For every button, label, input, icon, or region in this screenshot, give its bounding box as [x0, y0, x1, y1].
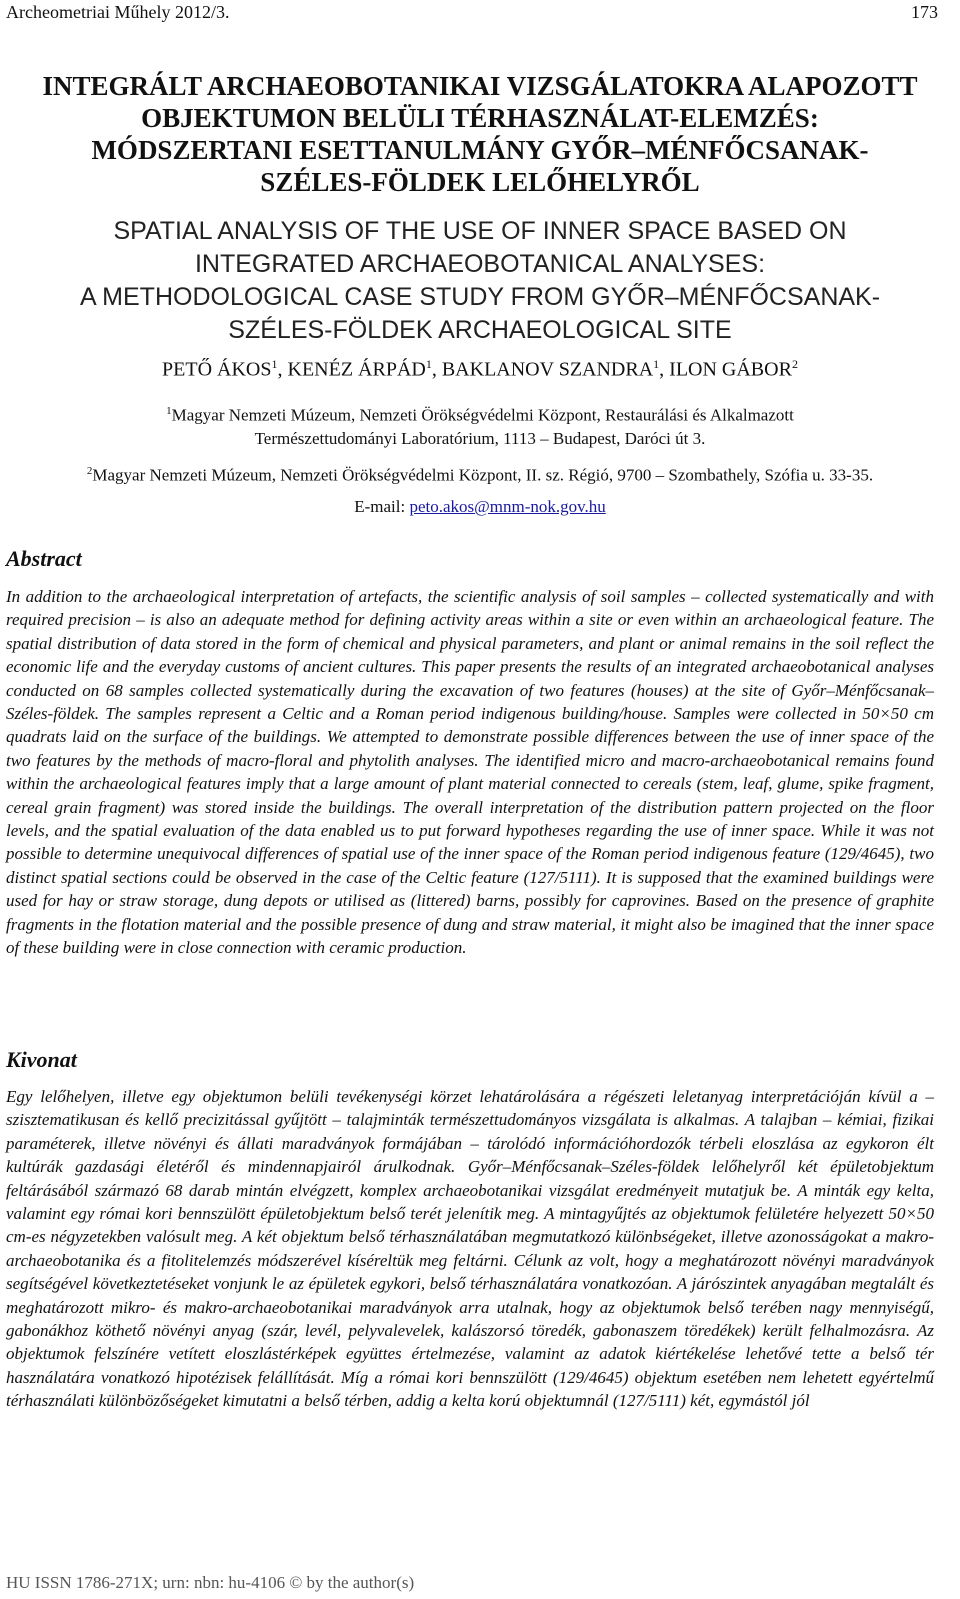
- title-en-line: INTEGRATED ARCHAEOBOTANICAL ANALYSES:: [194, 250, 766, 278]
- affiliation-mark: 2: [86, 465, 93, 477]
- author-affiliation-mark: 2: [791, 357, 798, 371]
- affiliation-2: [0, 460, 960, 487]
- affiliation-1: [0, 400, 960, 450]
- affiliation-line: Magyar Nemzeti Múzeum, Nemzeti Örökségvédelmi Központ, Restaurálási és Alkalmazott: [171, 405, 794, 425]
- author-name: BAKLANOV SZANDRA: [441, 358, 654, 381]
- author-separator: ,: [277, 358, 288, 381]
- title-hu-line: SZÉLES-FÖLDEK LELŐHELYRŐL: [260, 167, 700, 197]
- affiliation-line: Magyar Nemzeti Múzeum, Nemzeti Örökségvédelmi Központ, II. sz. Régió, 9700 – Szombathely, Szófia u. 33-35.: [92, 465, 874, 485]
- abstract-heading: Abstract: [6, 546, 82, 571]
- kivonat-heading: Kivonat: [6, 1047, 77, 1072]
- email-label: E-mail:: [354, 497, 410, 516]
- author-affiliation-mark: 1: [271, 357, 278, 371]
- title-hu-line: OBJEKTUMON BELÜLI TÉRHASZNÁLAT-ELEMZÉS:: [141, 103, 819, 133]
- author-name: KENÉZ ÁRPÁD: [287, 358, 426, 381]
- abstract-text: In addition to the archaeological interpretation of artefacts, the scientific analysis of soil samples – collected systematically and with required precision – is also an adequate method for defining activity areas within a site or even within an archaeological feature. The spatial distribution of data stored in the form of chemical and physical parameters, and plant or animal remains in the soil reflect the economic life and the everyday customs of ancient cultures. This paper presents the results of an integrated archaeobotanical analyses conducted on 68 samples collected systematically during the excavation of two features (houses) at the site of Győr–Ménfőcsanak–Széles-földek. The samples represent a Celtic and a Roman period indigenous building/house. Samples were collected in 50×50 cm quadrats laid on the surface of the buildings. We attempted to demonstrate possible differences between the use of inner space of the two features by the methods of macro-floral and phytolith analyses. The identified micro and macro-archaeobotanical remains found within the archaeological features imply that a large amount of plant material connected to cereals (stem, leaf, glume, spike fragment, cereal grain fragment) was stored inside the buildings. The overall interpretation of the distribution pattern projected on the floor levels, and the spatial evaluation of the data enabled us to put forward hypotheses regarding the use of inner space. While it was not possible to determine unequivocal differences of spatial use of the inner space of the Roman period indigenous feature (129/4645), two distinct spatial sections could be observed in the case of the Celtic feature (127/5111). It is supposed that the examined buildings were used for hay or straw storage, dung depots or utilised as (littered) barns, possibly for caprovines. Based on the presence of graphite fragments in the flotation material and the possible presence of dung and straw material, it might also be imagined that the inner space of these building were in close connection with ceramic production.: [6, 587, 934, 958]
- author-affiliation-mark: 1: [653, 357, 660, 371]
- affiliation-mark: 1: [166, 405, 172, 417]
- page-number: 173: [911, 2, 938, 22]
- title-hungarian: [0, 70, 960, 198]
- title-en-line: SPATIAL ANALYSIS OF THE USE OF INNER SPACE BASED ON: [113, 217, 847, 245]
- journal-name: Archeometriai Műhely 2012/3.: [6, 2, 230, 22]
- title-hu-line: INTEGRÁLT ARCHAEOBOTANIKAI VIZSGÁLATOKRA ALAPOZOTT: [42, 71, 918, 101]
- kivonat-text: Egy lelőhelyen, illetve egy objektumon belüli tevékenységi körzet lehatárolására a régészeti leletanyag interpretációján kívül a – szisztematikusan és kellő precizitással gyűjtött – talajminták természettudományos vizsgálata is alkalmas. A talajban – kémiai, fizikai paraméterek, illetve növényi és állati maradványok formájában – tárolódó információhordozók térbeli eloszlása az egykoron élt kultúrák gazdasági életéről és mindennapjairól árulkodnak. Győr–Ménfőcsanak–Széles-földek lelőhelyről két épületobjektum feltárásából származó 68 darab mintán elvégzett, komplex archaeobotanikai vizsgálat eredményeit mutatjuk be. A minták egy kelta, valamint egy római kori bennszülött épületobjektum belső terét jelenítik meg. A mintagyűjtés az objektumok felületére helyezett 50×50 cm-es négyzetekben valósult meg. A két objektum belső térhasználatában megmutatkozó különbségeket, illetve azonosságokat a makro-archaeobotanika és a fitolitelemzés módszerével kíséreltük meg feltárni. Célunk az volt, hogy a meghatározott növényi maradványok segítségével következtetéseket vonjunk le az épületek egykori, belső térhasználatára vonatkozóan. A járószintek anyagában megtalált és meghatározott mikro- és makro-archaeobotanikai maradványok arra utalnak, hogy az objektumok belső terében nagy mennyiségű, gabonákhoz köthető növényi anyag (szár, levél, pelyvalevelek, kalászorsó töredék, gabonaszem töredékek) került felhalmozásra. Az objektumok felszínére vetített eloszlástérképek együttes értelmezése, valamint az adatok kiértékelése lehetővé tette a belső tér használatára vonatkozó hipotézisek felállítását. Míg a római kori bennszülött (129/4645) objektum esetében nem lehetett egyértelmű térhasználati különbözőségeket kimutatni a belső térben, addig a kelta korú objektumnál (127/5111) két, egymástól jól: [6, 1087, 934, 1411]
- email-link[interactable]: peto.akos@mnm-nok.gov.hu: [409, 497, 606, 516]
- author-separator: ,: [659, 358, 670, 381]
- issn-footer: HU ISSN 1786-271X; urn: nbn: hu-4106 © by the author(s): [6, 1573, 415, 1592]
- author-list: [0, 357, 960, 382]
- author-separator: ,: [431, 358, 442, 381]
- contact-email: [0, 497, 960, 517]
- title-en-line: SZÉLES-FÖLDEK ARCHAEOLOGICAL SITE: [228, 316, 732, 344]
- running-header: [6, 2, 938, 26]
- author-name: ILON GÁBOR: [669, 358, 792, 381]
- affiliation-line: Természettudományi Laboratórium, 1113 – Budapest, Daróci út 3.: [254, 428, 706, 448]
- title-english: [0, 215, 960, 347]
- title-en-line: A METHODOLOGICAL CASE STUDY FROM GYŐR–MÉNFŐCSANAK-: [79, 283, 881, 311]
- title-hu-line: MÓDSZERTANI ESETTANULMÁNY GYŐR–MÉNFŐCSANAK-: [91, 135, 869, 165]
- author-name: PETŐ ÁKOS: [162, 358, 272, 381]
- author-affiliation-mark: 1: [425, 357, 432, 371]
